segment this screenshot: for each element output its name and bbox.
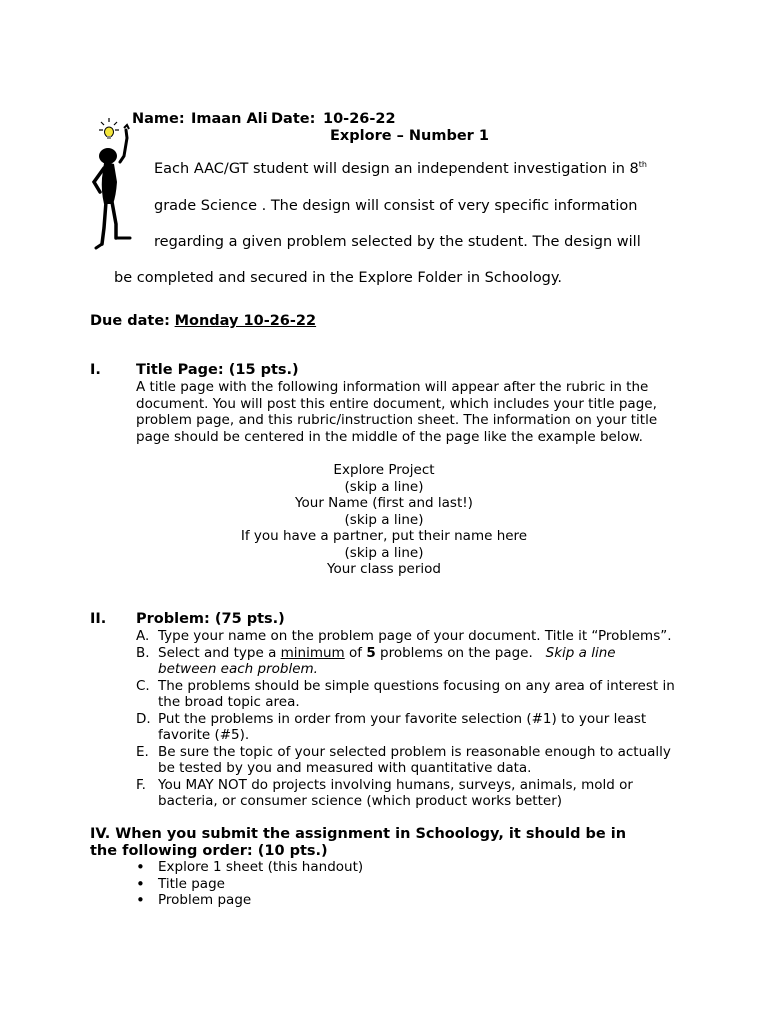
list-item: F. You MAY NOT do projects involving humans, surveys, animals, mold or bacteria, or consumer science (which product works better) [136, 776, 633, 809]
document-title: Explore – Number 1 [330, 128, 489, 144]
example-line: Your class period [327, 561, 441, 577]
example-line: If you have a partner, put their name here [240, 528, 528, 544]
due-date [90, 313, 316, 330]
title-page-example [0, 462, 768, 578]
bullet-icon: • [136, 891, 145, 909]
date-label: Date: [271, 111, 316, 127]
list-item: • Problem page [136, 891, 252, 909]
list-item: B. Select and type a minimum of 5 problems on the page. Skip a line between each problem. [136, 644, 616, 677]
section-2-numeral: II. [90, 611, 107, 627]
example-line: (skip a line) [344, 544, 424, 561]
due-date-label: Due date: [90, 313, 170, 329]
list-item: A. Type your name on the problem page of your document. Title it “Problems”. [136, 628, 672, 644]
date-value: 10-26-22 [323, 111, 396, 127]
problem-requirements-list [136, 628, 676, 810]
bullet-icon: • [136, 874, 145, 893]
list-item: D. Put the problems in order from your favorite selection (#1) to your least favorite (#5). [136, 710, 647, 743]
list-item: • Explore 1 sheet (this handout) [136, 858, 364, 876]
list-item: E. Be sure the topic of your selected problem is reasonable enough to actually be tested by you and measured with quantitative data. [136, 743, 671, 776]
section-1-numeral: I. [90, 362, 101, 378]
section-4-heading: IV. When you submit the assignment in Schoology, it should be in the following order: (10 pts.) [90, 826, 627, 859]
stick-figure-lightbulb-icon [86, 116, 138, 252]
name-label: Name: [132, 111, 185, 127]
section-1-paragraph: A title page with the following information will appear after the rubric in the document. You will post this entire document, which includes your title page, problem page, and this rubric/instruction sheet. The information on your title page should be centered in the middle of the page like the example below. [136, 379, 658, 445]
name-value: Imaan Ali [191, 111, 268, 127]
intro-line-2: grade Science . The design will consist of very specific information [154, 198, 638, 214]
submission-order-list [136, 859, 363, 909]
list-item: • Title page [136, 874, 225, 893]
example-line: Your Name (first and last!) [295, 495, 473, 511]
intro-line-4: be completed and secured in the Explore Folder in Schoology. [114, 270, 563, 286]
list-item: C. The problems should be simple questions focusing on any area of interest in the broad topic area. [136, 677, 675, 710]
due-date-value: Monday 10-26-22 [174, 313, 317, 329]
intro-line-3: regarding a given problem selected by the student. The design will [154, 234, 641, 250]
example-line: (skip a line) [344, 511, 424, 528]
bullet-icon: • [136, 858, 145, 876]
section-1-heading: Title Page: (15 pts.) [136, 362, 299, 378]
intro-line-1: Each AAC/GT student will design an independent investigation in 8th [154, 160, 647, 177]
section-2-heading: Problem: (75 pts.) [136, 611, 285, 627]
example-line: Explore Project [333, 462, 435, 478]
example-line: (skip a line) [344, 478, 424, 495]
